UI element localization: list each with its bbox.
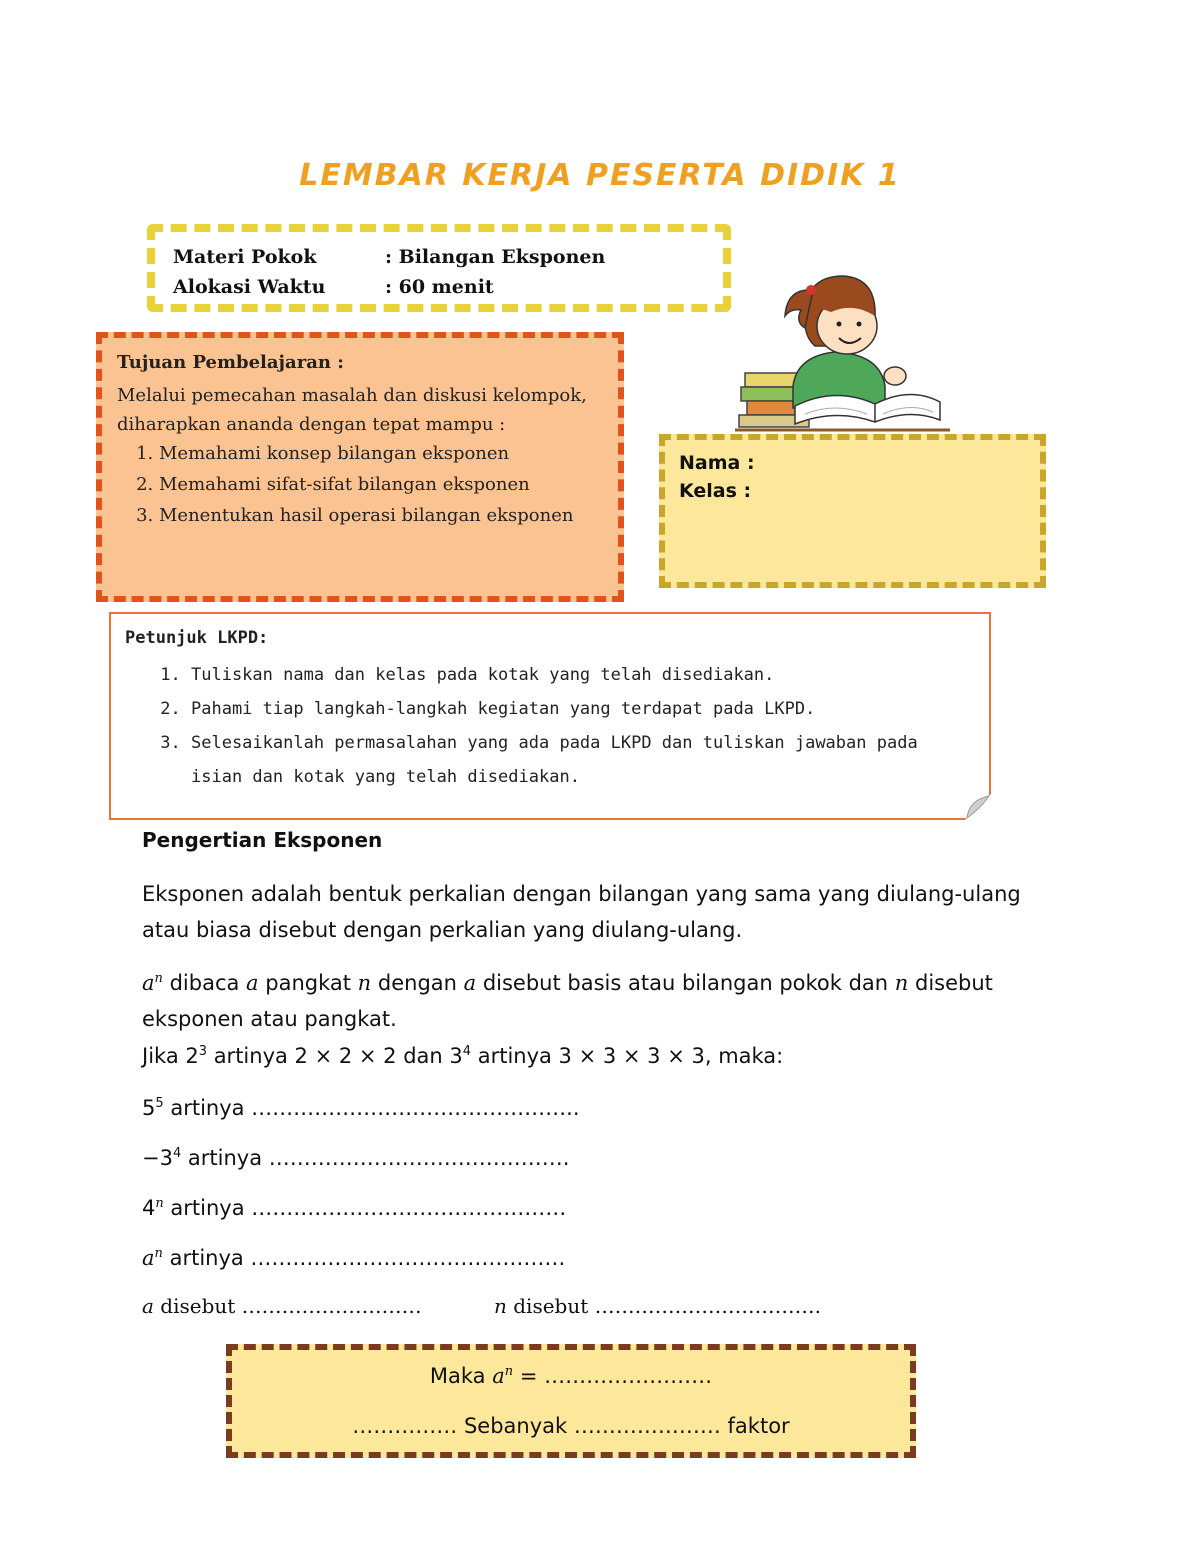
alokasi-waktu-value: : 60 menit [385,276,494,298]
petunjuk-item: 2. Pahami tiap langkah-langkah kegiatan yang terdapat pada LKPD. [191,692,971,726]
base: 4 [142,1196,156,1220]
text: Maka [429,1364,493,1388]
tujuan-list [117,438,573,531]
exponent: 3 [198,1044,208,1059]
tujuan-pembelajaran-box [96,332,624,602]
question-a-pow-n[interactable] [142,1246,565,1270]
tujuan-item: 2. Memahami sifat-sifat bilangan eksponen [159,469,573,500]
answer-blank: disebut ……………………………. [506,1294,821,1318]
question-5-pow-5[interactable] [142,1096,580,1120]
text: dengan [371,971,464,995]
var-n: n [154,971,163,986]
conclusion-box[interactable] [226,1344,916,1458]
answer-blank: artinya ……………………………………….. [163,1096,580,1120]
conclusion-factor-line: …………… Sebanyak ………………… faktor [352,1414,790,1438]
example-paragraph [142,1044,783,1068]
var-a: a [246,971,259,995]
notation-paragraph [142,961,1062,1037]
text: Jika 2 [142,1044,199,1068]
section-heading: Pengertian Eksponen [142,828,383,852]
answer-blank: = …………………… [513,1364,713,1388]
alokasi-waktu-label: Alokasi Waktu [173,276,326,298]
text: disebut basis atau bilangan pokok dan [476,971,895,995]
text: pangkat [258,971,358,995]
materi-row-waktu [173,276,494,298]
question-a-disebut[interactable] [142,1294,422,1318]
var-n: n [894,971,909,995]
var-a: a [463,971,477,995]
girl-reading-illustration [735,268,950,433]
definition-paragraph: Eksponen adalah bentuk perkalian dengan bilangan yang sama yang diulang-ulang atau biasa disebut dengan perkalian yang diulang-ulang. [142,882,1021,942]
text: artinya 3 × 3 × 3 × 3, maka: [471,1044,784,1068]
tujuan-heading: Tujuan Pembelajaran : [117,352,344,373]
exponent: n [154,1246,163,1261]
answer-blank: disebut ……………………… [153,1294,422,1318]
nama-kelas-box[interactable] [659,434,1046,588]
answer-blank: artinya ……………………………………. [181,1146,570,1170]
page-curl-icon [965,794,991,820]
var-a: a [492,1364,505,1388]
tujuan-intro: Melalui pemecahan masalah dan diskusi kelompok, diharapkan ananda dengan tepat mampu : [117,385,587,435]
var-a: a [142,971,155,995]
text: dibaca [162,971,247,995]
var-n: n [357,971,372,995]
var-n: n [494,1294,507,1318]
petunjuk-item: 1. Tuliskan nama dan kelas pada kotak yang telah disediakan. [191,658,971,692]
page-title: LEMBAR KERJA PESERTA DIDIK 1 [299,158,901,193]
materi-pokok-value: : Bilangan Eksponen [385,246,606,268]
kelas-label: Kelas : [679,480,752,502]
exponent: 4 [172,1146,182,1161]
nama-label: Nama : [679,452,755,474]
petunjuk-item: 3. Selesaikanlah permasalahan yang ada pada LKPD dan tuliskan jawaban pada isian dan kotak yang telah disediakan. [191,726,971,794]
base: a [142,1246,155,1270]
exponent: n [155,1196,164,1211]
petunjuk-lkpd-box [109,612,991,820]
text: artinya 2 × 2 × 2 dan 3 [207,1044,463,1068]
question-4-pow-n[interactable] [142,1196,566,1220]
answer-blank: artinya ……………………………………… [163,1196,567,1220]
tujuan-item: 1. Memahami konsep bilangan eksponen [159,438,573,469]
var-a: a [142,1294,154,1318]
petunjuk-heading: Petunjuk LKPD: [125,628,269,648]
question-neg3-pow-4[interactable] [142,1146,569,1170]
materi-row-pokok [173,246,606,268]
base: 5 [142,1096,156,1120]
conclusion-formula [232,1364,910,1388]
materi-pokok-label: Materi Pokok [173,246,317,268]
petunjuk-list [125,658,971,794]
materi-box [147,224,731,312]
exponent: 5 [155,1096,164,1111]
answer-blank: artinya ……………………………………… [162,1246,566,1270]
base: −3 [142,1146,173,1170]
exponent: 4 [462,1044,472,1059]
tujuan-item: 3. Menentukan hasil operasi bilangan eksponen [159,500,573,531]
text: disebut eksponen atau pangkat. [142,971,993,1031]
exponent: n [504,1364,514,1379]
question-n-disebut[interactable] [494,1294,821,1318]
